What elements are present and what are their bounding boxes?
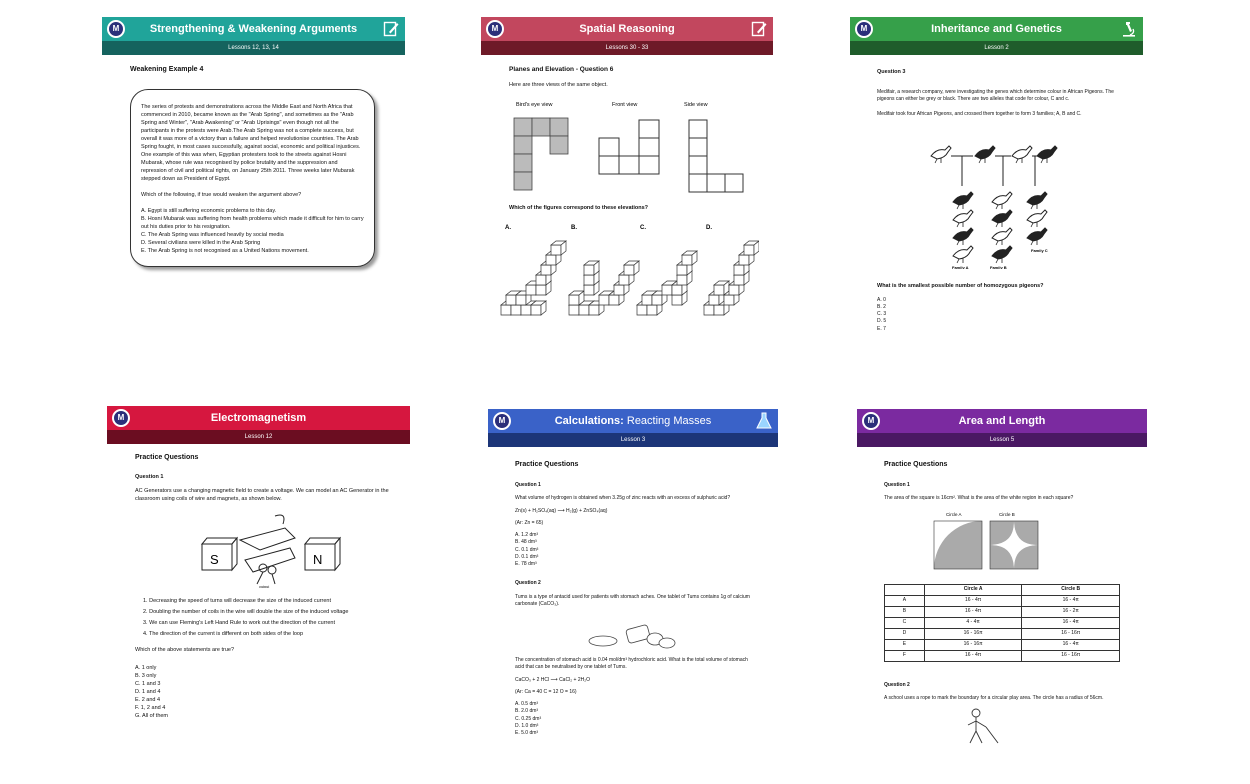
option-d[interactable]: D. 5 (877, 318, 887, 325)
option-a[interactable]: A. 1 only (135, 664, 157, 671)
table-cell: C (885, 617, 925, 628)
tablets-illustration (585, 613, 685, 653)
equation-1: Zn(s) + H₂SO₄(aq) ⟶ H₂(g) + ZnSO₄(aq) (515, 507, 608, 514)
diagram-output-label: output (259, 584, 270, 589)
q1-option-e[interactable]: E. 78 dm³ (515, 561, 537, 568)
lesson-bar (107, 430, 410, 444)
question-1-label: Question 1 (884, 482, 910, 489)
question-label: Question 1 (135, 474, 164, 481)
table-cell: 16 - 2π (1022, 606, 1120, 617)
statement-1: 1. Decreasing the speed of turns will decrease the size of the induced current (143, 598, 332, 605)
table-row[interactable] (885, 628, 1120, 639)
logo-icon: M (862, 412, 880, 430)
edit-icon (751, 20, 767, 38)
option-a[interactable]: A. Egypt is still suffering economic problems to this day. (141, 207, 277, 214)
view-label-birds-eye: Bird's eye view (516, 102, 553, 109)
family-label-c: Family C (1031, 247, 1048, 253)
question-2-label: Question 2 (515, 580, 541, 587)
table-row[interactable] (885, 606, 1120, 617)
figure-options (499, 219, 759, 329)
figure-label-c: C. (640, 225, 646, 232)
option-e[interactable]: E. 7 (877, 325, 886, 332)
question-text: Which of the following, if true would weaken the argument above? (141, 191, 302, 198)
option-b[interactable]: B. 3 only (135, 672, 157, 679)
flask-icon (756, 412, 772, 430)
answer-table (884, 584, 1120, 662)
card-title: Area and Length (958, 415, 1046, 427)
option-c[interactable]: C. 3 (877, 311, 887, 318)
section-heading: Weakening Example 4 (130, 66, 204, 73)
view-label-side: Side view (684, 102, 708, 109)
lesson-label: Lesson 2 (984, 45, 1009, 51)
option-a[interactable]: A. 0 (877, 296, 886, 303)
question-bubble (130, 89, 375, 266)
table-cell: E (885, 639, 925, 650)
card-strengthening[interactable] (102, 17, 405, 307)
section-heading: Planes and Elevation - Question 6 (509, 66, 614, 73)
table-cell: 16 - 4π (1022, 639, 1120, 650)
question-text: Which of the figures correspond to these elevations? (509, 205, 649, 212)
question-label: Question 3 (877, 69, 906, 75)
pigeon-family-diagram (877, 124, 1117, 269)
option-d[interactable]: D. 1 and 4 (135, 688, 161, 695)
question-2-text: A school uses a rope to mark the boundary for a circular play area. The circle has a radius of 56cm. (884, 694, 1104, 701)
card-title: Electromagnetism (210, 412, 307, 424)
question-2-text-b: The concentration of stomach acid is 0.04 mol/dm³ hydrochloric acid. What is the total volume of stomach acid that can be neutralised by one tablet of Tums. (515, 657, 748, 671)
elevation-views (509, 98, 759, 193)
card-title: Strengthening & Weakening Arguments (149, 23, 358, 35)
table-header: Circle A (924, 584, 1022, 595)
option-f[interactable]: F. 1, 2 and 4 (135, 704, 166, 711)
option-c[interactable]: C. 1 and 3 (135, 680, 161, 687)
lesson-bar (857, 433, 1147, 447)
table-cell: 16 - 4π (924, 595, 1022, 606)
q2-option-c[interactable]: C. 0.25 dm³ (515, 715, 542, 722)
question-text: What is the smallest possible number of homozygous pigeons? (877, 282, 1044, 289)
lesson-label: Lesson 12 (244, 434, 273, 440)
table-cell: 16 - 4π (1022, 617, 1120, 628)
question-text: Which of the above statements are true? (135, 646, 235, 653)
q1-option-c[interactable]: C. 0.1 dm³ (515, 546, 539, 553)
card-area-length[interactable] (857, 409, 1147, 784)
card-header (488, 409, 778, 433)
circle-a-label: Circle A (946, 511, 962, 517)
option-d[interactable]: D. Several civilians were killed in the Arab Spring (141, 239, 261, 246)
equation-2: CaCO₃ + 2 HCl ⟶ CaCl₂ + 2H₂O (515, 676, 591, 683)
option-e[interactable]: E. The Arab Spring is not recognised as a United Nations movement. (141, 247, 309, 254)
card-genetics[interactable] (850, 17, 1143, 373)
intro-text: AC Generators use a changing magnetic field to create a voltage. We can model an AC Generator in the classroom using coils of wire and magnets, as shown below. (135, 488, 389, 503)
microscope-icon (1121, 20, 1137, 38)
logo-icon: M (855, 20, 873, 38)
table-cell: A (885, 595, 925, 606)
lesson-bar (102, 41, 405, 55)
table-row[interactable] (885, 595, 1120, 606)
figure-c (637, 251, 697, 315)
lesson-bar (481, 41, 773, 55)
section-heading: Practice Questions (884, 461, 948, 468)
q1-option-d[interactable]: D. 0.1 dm³ (515, 553, 539, 560)
figure-label-b: B. (571, 225, 577, 232)
option-b[interactable]: B. 2 (877, 303, 886, 310)
family-label-b: Family B (990, 264, 1007, 269)
option-e[interactable]: E. 2 and 4 (135, 696, 161, 703)
question-1-label: Question 1 (515, 482, 541, 489)
q2-option-e[interactable]: E. 5.0 dm³ (515, 730, 539, 737)
section-heading: Practice Questions (135, 454, 199, 461)
q2-option-b[interactable]: B. 2.0 dm³ (515, 708, 539, 715)
question-1-text: What volume of hydrogen is obtained when 3.25g of zinc reacts with an excess of sulphuric acid? (515, 495, 731, 502)
rope-person-illustration (954, 707, 1014, 747)
option-b[interactable]: B. Hosni Mubarak was suffering from health problems which made it difficult for him to carry out his duties prior to his resignation. (141, 215, 364, 230)
family-label-a: Family A (952, 264, 969, 269)
paragraph-1: Medifair, a research company, were investigating the genes which determine colour in African Pigeons. The pigeons can either be grey or black. There are two alleles that code for colour, C and c. (877, 88, 1114, 103)
table-header-row (885, 584, 1120, 595)
card-calculations[interactable] (488, 409, 778, 784)
card-header (107, 406, 410, 430)
table-cell: 4 - 4π (924, 617, 1022, 628)
atomic-mass-1: (Ar: Zn = 65) (515, 519, 544, 526)
circle-squares-figure (884, 508, 1114, 574)
logo-icon: M (493, 412, 511, 430)
lesson-bar (850, 41, 1143, 55)
circle-b-label: Circle B (999, 511, 1015, 517)
table-cell: 16 - 16π (1022, 628, 1120, 639)
card-spatial[interactable] (481, 17, 773, 337)
view-label-front: Front view (612, 102, 638, 109)
figure-b (569, 261, 639, 315)
lesson-label: Lessons 12, 13, 14 (228, 45, 279, 51)
intro-text: Here are three views of the same object. (509, 82, 608, 89)
card-title: Inheritance and Genetics (931, 23, 1062, 35)
paragraph-2: Medifair took four African Pigeons, and crossed them together to form 3 families; A, B and C. (877, 111, 1082, 118)
statement-4: 4. The direction of the current is different on both sides of the loop (143, 630, 304, 637)
logo-icon: M (112, 409, 130, 427)
figure-label-a: A. (505, 225, 511, 232)
q1-option-a[interactable]: A. 1.2 dm³ (515, 532, 539, 539)
lesson-label: Lesson 3 (620, 437, 646, 443)
table-cell: 16 - 4π (1022, 595, 1120, 606)
table-row[interactable] (885, 639, 1120, 650)
atomic-mass-2: (Ar: Ca = 40 C = 12 O = 16) (515, 688, 577, 695)
ac-generator-diagram (135, 510, 365, 588)
table-cell: 16 - 16π (924, 628, 1022, 639)
q2-option-a[interactable]: A. 0.5 dm³ (515, 701, 539, 708)
q2-option-d[interactable]: D. 1.0 dm³ (515, 722, 539, 729)
table-cell: F (885, 650, 925, 661)
card-title-a: Calculations: (554, 415, 624, 427)
q1-option-b[interactable]: B. 48 dm³ (515, 539, 537, 546)
card-header (857, 409, 1147, 433)
statement-list (143, 598, 390, 639)
card-electromagnetism[interactable] (107, 406, 410, 784)
edit-icon (383, 20, 399, 38)
lesson-label: Lesson 5 (989, 437, 1015, 443)
question-2-label: Question 2 (884, 681, 910, 688)
card-header (102, 17, 405, 41)
lesson-bar (488, 433, 778, 447)
figure-d (704, 241, 759, 315)
statement-2: 2. Doubling the number of coils in the wire will double the size of the induced voltage (143, 609, 349, 616)
table-header: Circle B (1022, 584, 1120, 595)
passage-text: The series of protests and demonstrations across the Middle East and North Africa that commenced in 2010, became known as the "Arab Spring", and sometimes as the "Arab Spring and Winter", "Arab Awakening" or "Arab Uprisings" even though not all the participants in the protests were Arab.The Arab Spring was not a complete success, but overall it was more of a victory than a failure and helped revolutionise countries. The Arab Spring fought, in most cases successfully, against social, economic and political injustices. One example of this was when, Egyptian protesters took to the streets against Hosni Mubarak, whose rule was recognised by police brutality and the suppression and repression of civil and political rights, on January 25th 2011. Three weeks later Mubarak stepped down as President of Egypt. (141, 104, 361, 182)
section-heading: Practice Questions (515, 461, 579, 468)
question-1-text: The area of the square is 16cm². What is the area of the white region in each square? (884, 495, 1074, 502)
card-title: Spatial Reasoning (579, 23, 675, 35)
table-cell: B (885, 606, 925, 617)
table-row[interactable] (885, 617, 1120, 628)
lesson-label: Lessons 30 - 33 (605, 45, 649, 51)
card-title-b: Reacting Masses (623, 415, 712, 427)
card-header (481, 17, 773, 41)
card-header (850, 17, 1143, 41)
question-2-text: Tums is a type of antacid used for patients with stomach aches. One tablet of Tums contains 1g of calcium carbonate (CaCO₃). (515, 593, 750, 607)
diagram-n-label: N (313, 552, 323, 568)
table-row[interactable] (885, 650, 1120, 661)
table-cell: 16 - 16π (1022, 650, 1120, 661)
table-cell: 16 - 4π (924, 606, 1022, 617)
logo-icon: M (486, 20, 504, 38)
logo-icon: M (107, 20, 125, 38)
diagram-s-label: S (210, 552, 219, 568)
option-g[interactable]: G. All of them (135, 712, 169, 719)
statement-3: 3. We can use Fleming's Left Hand Rule to work out the direction of the current (143, 619, 336, 626)
table-cell: 16 - 4π (924, 650, 1022, 661)
figure-a (501, 241, 566, 315)
table-header (885, 584, 925, 595)
table-cell: 16 - 16π (924, 639, 1022, 650)
figure-label-d: D. (706, 225, 712, 232)
table-cell: D (885, 628, 925, 639)
option-c[interactable]: C. The Arab Spring was influenced heavily by social media (141, 231, 284, 238)
